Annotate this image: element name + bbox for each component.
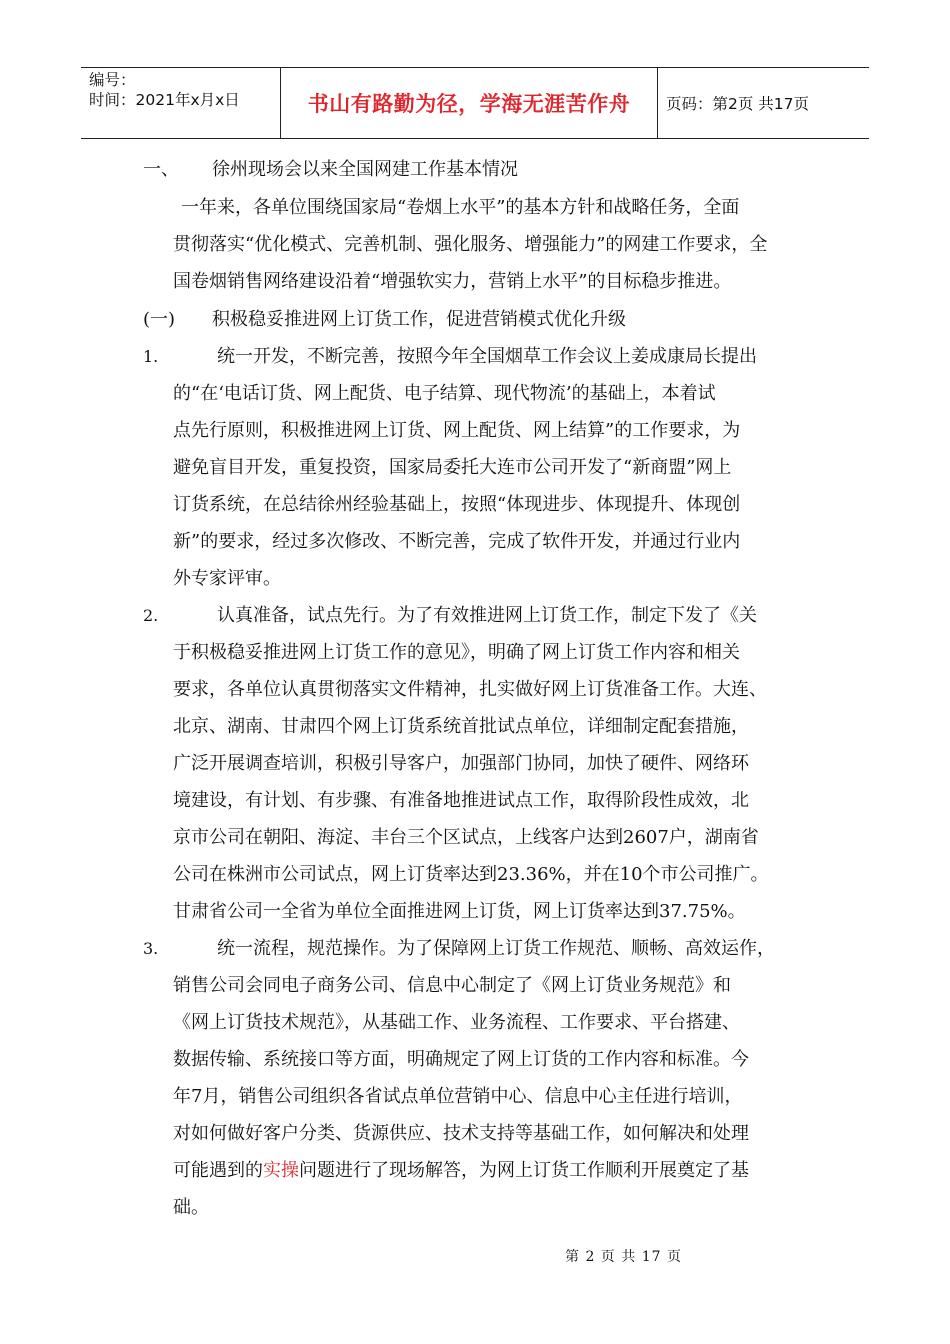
item-number: 3. bbox=[143, 939, 159, 958]
item-line: 数据传输、系统接口等方面，明确规定了网上订货的工作内容和标准。今 bbox=[173, 1049, 749, 1070]
item-line-start: 可能遇到的 bbox=[173, 1160, 263, 1181]
item-line: 京市公司在朝阳、海淀、丰台三个区试点，上线客户达到2607户，湖南省 bbox=[173, 827, 759, 848]
highlighted-word: 实操 bbox=[263, 1160, 299, 1181]
item-line: 统一流程，规范操作。为了保障网上订货工作规范、顺畅、高效运作， bbox=[217, 938, 775, 959]
item-line: 甘肃省公司一全省为单位全面推进网上订货，网上订货率达到37.75%。 bbox=[173, 901, 746, 922]
page-header-table bbox=[81, 67, 869, 139]
section-heading: 徐州现场会以来全国网建工作基本情况 bbox=[212, 159, 518, 180]
item-line: 北京、湖南、甘肃四个网上订货系统首批试点单位，详细制定配套措施， bbox=[173, 716, 749, 737]
item-line: 统一开发，不断完善，按照今年全国烟草工作会议上姜成康局长提出 bbox=[217, 346, 757, 367]
item-number: 2. bbox=[143, 606, 159, 625]
subsection-number: (一) bbox=[143, 309, 176, 330]
footer-page-number: 第 2 页 共 17 页 bbox=[565, 1249, 682, 1265]
item-line: 的“在‘电话订货、网上配货、电子结算、现代物流’的基础上，本着试 bbox=[173, 383, 716, 404]
intro-line: 一年来，各单位围绕国家局“卷烟上水平”的基本方针和战略任务，全面 bbox=[181, 197, 740, 218]
item-line: 外专家评审。 bbox=[173, 568, 281, 589]
item-line: 《网上订货技术规范》，从基础工作、业务流程、工作要求、平台搭建、 bbox=[173, 1012, 740, 1033]
item-line: 公司在株洲市公司试点，网上订货率达到23.36%，并在10个市公司推广。 bbox=[173, 864, 769, 885]
header-page-info: 页码：第2页 共17页 bbox=[666, 95, 810, 113]
item-line: 境建设，有计划、有步骤、有准备地推进试点工作，取得阶段性成效，北 bbox=[173, 790, 749, 811]
item-line: 广泛开展调查培训，积极引导客户，加强部门协同，加快了硬件、网络环 bbox=[173, 753, 749, 774]
item-line: 销售公司会同电子商务公司、信息中心制定了《网上订货业务规范》和 bbox=[173, 975, 731, 996]
item-line-end: 问题进行了现场解答，为网上订货工作顺利开展奠定了基 bbox=[299, 1160, 749, 1181]
intro-line: 国卷烟销售网络建设沿着“增强软实力，营销上水平”的目标稳步推进。 bbox=[173, 271, 732, 292]
header-meta-cell bbox=[81, 68, 281, 138]
item-line: 新”的要求，经过多次修改、不断完善，完成了软件开发，并通过行业内 bbox=[173, 531, 741, 552]
header-motto: 书山有路勤为径，学海无涯苦作舟 bbox=[281, 68, 658, 138]
item-line: 于积极稳妥推进网上订货工作的意见》，明确了网上订货工作内容和相关 bbox=[173, 642, 740, 663]
subsection-heading: 积极稳妥推进网上订货工作，促进营销模式优化升级 bbox=[212, 309, 626, 330]
item-line: 础。 bbox=[173, 1197, 209, 1218]
item-line: 认真准备，试点先行。为了有效推进网上订货工作，制定下发了《关 bbox=[217, 605, 757, 626]
section-heading-number: 一、 bbox=[143, 159, 179, 180]
item-line: 对如何做好客户分类、货源供应、技术支持等基础工作，如何解决和处理 bbox=[173, 1123, 749, 1144]
item-line: 要求，各单位认真贯彻落实文件精神，扎实做好网上订货准备工作。大连、 bbox=[173, 679, 767, 700]
intro-line: 贯彻落实“优化模式、完善机制、强化服务、增强能力”的网建工作要求，全 bbox=[173, 234, 768, 255]
number-label: 编号： bbox=[89, 71, 136, 89]
item-line: 避免盲目开发，重复投资，国家局委托大连市公司开发了“新商盟”网上 bbox=[173, 457, 732, 478]
item-line: 点先行原则，积极推进网上订货、网上配货、网上结算”的工作要求，为 bbox=[173, 420, 741, 441]
item-line: 订货系统，在总结徐州经验基础上，按照“体现进步、体现提升、体现创 bbox=[173, 494, 741, 515]
item-line: 年7月，销售公司组织各省试点单位营销中心、信息中心主任进行培训， bbox=[173, 1086, 743, 1107]
item-number: 1. bbox=[143, 347, 159, 366]
item-line bbox=[173, 1159, 749, 1183]
time-label: 时间：2021年x月x日 bbox=[89, 91, 240, 109]
